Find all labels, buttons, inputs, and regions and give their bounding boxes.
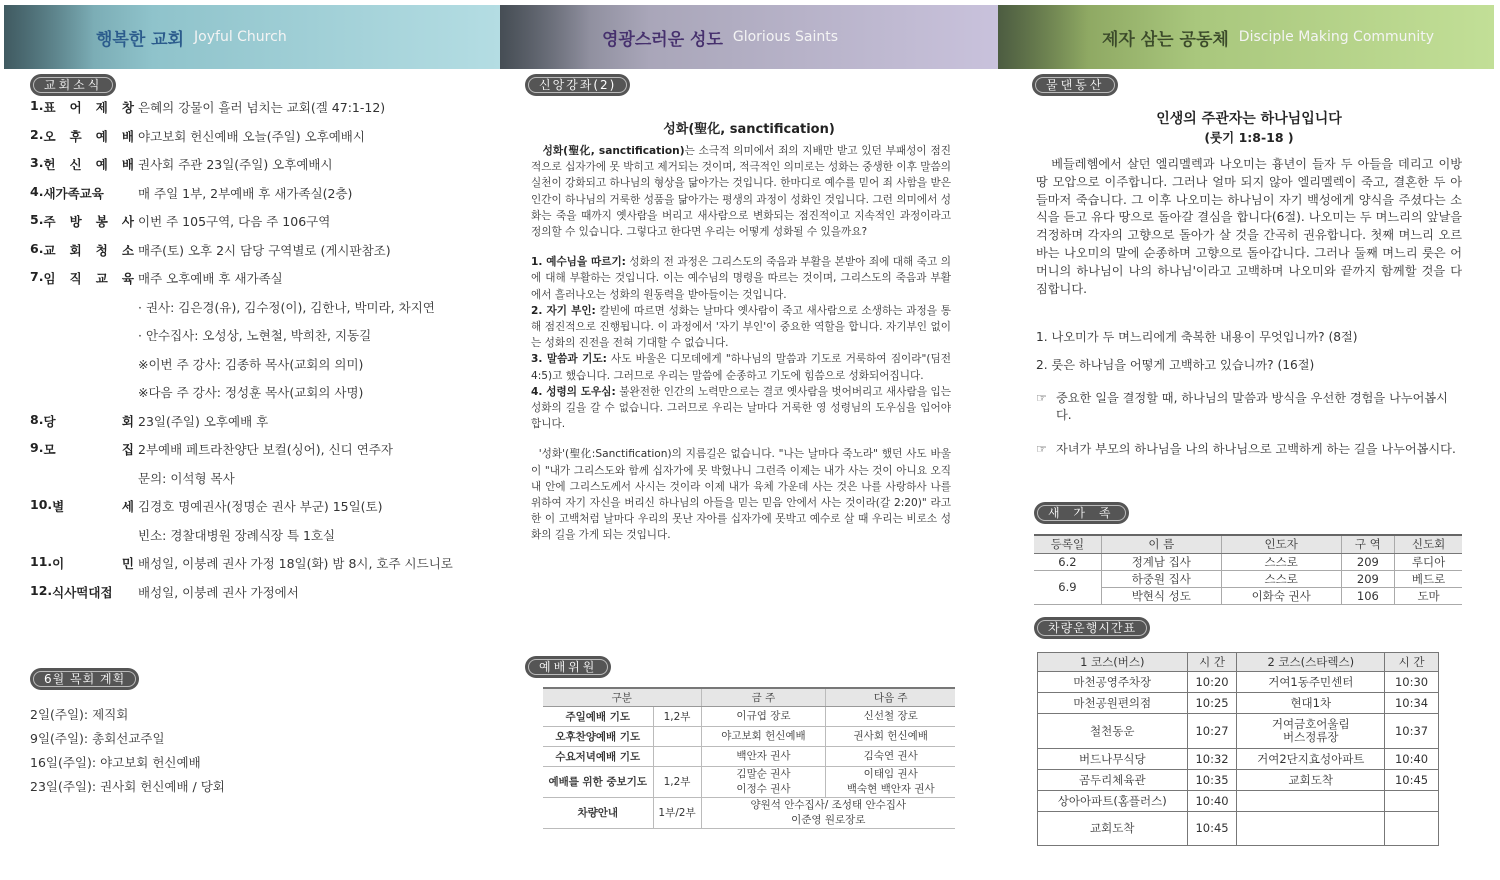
news-item-number: 9.	[30, 440, 44, 455]
worship-role: 예배를 위한 중보기도	[543, 766, 653, 797]
bus-tag: 차량운행시간표	[1034, 617, 1150, 639]
table-row	[1034, 553, 1462, 570]
table-row	[543, 726, 955, 746]
lecture-tag: 신앙강좌(2)	[525, 74, 630, 96]
bible-question: 2. 룻은 하나님을 어떻게 고백하고 있습니까? (16절)	[1036, 358, 1315, 372]
newfamily-name: 하중원 집사	[1101, 570, 1221, 587]
news-sub-line: · 안수집사: 오성상, 노현철, 박희찬, 지동길	[138, 328, 372, 343]
worship-this-week: 김말순 권사 이정수 권사	[701, 766, 826, 797]
header-title-ko: 영광스러운 성도	[602, 29, 723, 50]
worship-next-week: 신선철 장로	[826, 706, 955, 726]
news-item-label	[30, 440, 138, 458]
bus-header: 1 코스(버스)	[1038, 653, 1188, 672]
worship-part: 1부/2부	[653, 797, 701, 828]
news-item-title: 주 방 봉 사	[43, 214, 134, 229]
news-item-number: 2.	[30, 126, 44, 142]
news-item-text: 야고보회 헌신예배 오늘(주일) 오후예배시	[138, 128, 365, 144]
pointing-hand-icon: ☞	[1036, 442, 1047, 456]
table-row	[1038, 749, 1439, 770]
bus-course2-stop: 교회도착	[1237, 770, 1385, 791]
bus-course2-stop	[1237, 812, 1385, 846]
newfamily-guide: 스스로	[1221, 570, 1341, 587]
header-title-en: Glorious Saints	[732, 29, 839, 45]
worship-next-week: 이태임 권사 백숙현 백안자 권사	[826, 766, 955, 797]
table-row	[543, 706, 955, 726]
news-item	[30, 241, 490, 270]
bus-course1-stop: 교회도착	[1038, 812, 1188, 846]
news-item	[30, 412, 490, 441]
bus-course2-stop: 거여금호어울림 버스정류장	[1237, 714, 1385, 749]
bus-course1-time: 10:27	[1187, 714, 1237, 749]
news-item-text: 23일(주일) 오후예배 후	[138, 413, 269, 429]
news-item-number: 10.	[30, 497, 53, 512]
news-item-label	[30, 155, 138, 173]
news-item-label	[30, 412, 138, 430]
worship-this-week: 야고보회 헌신예배	[701, 726, 826, 746]
newfamily-zone: 209	[1341, 553, 1395, 570]
worship-next-week: 김숙연 권사	[826, 746, 955, 766]
bible-note	[1036, 441, 1462, 458]
news-item-number: 8.	[30, 411, 44, 427]
news-item-number: 3.	[30, 155, 44, 170]
news-item	[30, 583, 490, 612]
newfamily-header: 등록일	[1034, 535, 1101, 553]
lecture-closing	[531, 446, 951, 543]
bus-course1-stop: 곰두리체육관	[1038, 770, 1188, 791]
lecture-body	[531, 143, 951, 544]
pointing-hand-icon: ☞	[1036, 391, 1047, 405]
newfamily-header: 구 역	[1341, 535, 1395, 553]
plan-item: 16일(주일): 야고보회 헌신예배	[30, 755, 201, 770]
news-sub-line: · 권사: 김은경(유), 김수정(이), 김한나, 박미라, 차지연	[138, 299, 435, 315]
bus-course1-time: 10:35	[1187, 770, 1237, 791]
bus-course1-time: 10:32	[1187, 749, 1237, 770]
lecture-point	[531, 351, 951, 383]
newfamily-date: 6.9	[1034, 570, 1101, 604]
news-item-title: 교 회 청 소	[43, 242, 134, 258]
worship-role: 주일예배 기도	[543, 706, 653, 726]
table-row	[1038, 714, 1439, 749]
plan-item: 2일(주일): 제직회	[30, 707, 129, 722]
news-sub-line: 빈소: 경찰대병원 장례식장 특 1호실	[138, 527, 336, 543]
news-item-text: 권사회 주관 23일(주일) 오후예배시	[138, 157, 333, 172]
news-item-label	[30, 184, 138, 202]
header-title-ko: 행복한 교회	[96, 29, 185, 50]
news-item-label	[30, 241, 138, 259]
news-item-number: 7.	[30, 269, 44, 284]
bus-course1-stop: 철천동운	[1038, 714, 1188, 749]
worship-role: 차량안내	[543, 797, 653, 828]
news-item	[30, 184, 490, 213]
news-item-number: 12.	[30, 582, 53, 598]
bus-course2-time	[1385, 812, 1439, 846]
news-item-label	[30, 497, 138, 515]
lecture-point-text: 불완전한 인간의 노력만으로는 결코 옛사람을 벗어버리고 새사람을 입는 성화의 길을 갈 수 없습니다. 그러므로 우리는 날마다 거룩한 영 성령님의 도우심을 입어야 합니다.	[531, 385, 951, 431]
bus-header: 2 코스(스타렉스)	[1237, 653, 1385, 672]
bus-course2-stop	[1237, 791, 1385, 812]
newfamily-name: 박현식 성도	[1101, 587, 1221, 604]
bus-course2-time: 10:34	[1385, 693, 1439, 714]
bus-course1-stop: 버드나무식당	[1038, 749, 1188, 770]
table-row	[1038, 770, 1439, 791]
table-row	[1034, 570, 1462, 587]
bible-note	[1036, 390, 1462, 424]
newfamily-header: 인도자	[1221, 535, 1341, 553]
table-row	[1038, 672, 1439, 693]
bible-note-text: 중요한 일을 결정할 때, 하나님의 말씀과 방식을 우선한 경험을 나누어봅시다.	[1056, 391, 1448, 422]
bus-course1-time: 10:40	[1187, 791, 1237, 812]
header-photo	[500, 5, 590, 69]
table-row	[1038, 693, 1439, 714]
worship-role: 오후찬양예배 기도	[543, 726, 653, 746]
bible-title: 인생의 주관자는 하나님입니다	[1156, 111, 1342, 127]
news-item-text: 2부예배 페트라찬양단 보컬(싱어), 신디 연주자	[138, 442, 393, 457]
worship-table	[543, 687, 955, 829]
news-item-text: 배성일, 이붕례 권사 가정에서	[138, 584, 299, 600]
news-item-number: 5.	[30, 212, 44, 227]
news-item-title: 이 민	[52, 556, 134, 571]
lecture-closing-text: '성화'(聖化:Sanctification)의 지름길은 없습니다. "나는 날마다 죽노라" 했던 사도 바울이 "내가 그리스도와 함께 십자가에 못 박혔나니 그런즉 이제는 내가 사는 것이 아니요 오직 내 안에 그리스도께서 사시는 것이라 이제 내가 육체 가운데 사는 것은 나를 사랑하사 나를 위하여 자기 자신을 버리신 하나님의 아들을 믿는 믿음 안에서 사는 것이라(갈 2:20)" 라고 한 이 고백처럼 날마다 우리의 못난 자아를 십자가에 못박고 예수로 살 때 우리는 비로소 성화의 길을 가게 되는 것입니다.	[531, 448, 951, 542]
lecture-intro-term: 성화(聖化, sanctification)	[542, 145, 685, 157]
bus-course1-stop: 마천공영주차장	[1038, 672, 1188, 693]
news-item-title: 식사떡대접	[52, 584, 113, 600]
news-item	[30, 212, 490, 241]
worship-this-week: 이규엽 장로	[701, 706, 826, 726]
news-item-title: 새가족교육	[43, 185, 104, 201]
bus-schedule-table	[1037, 652, 1439, 846]
news-item-text: 매주 오후예배 후 새가족실	[138, 271, 283, 286]
newfamily-group: 루디아	[1395, 553, 1462, 570]
news-item	[30, 269, 490, 298]
news-item-text: 매 주일 1부, 2부예배 후 새가족실(2층)	[138, 185, 353, 201]
header-title-ko: 제자 삼는 공동체	[1102, 29, 1229, 50]
lecture-intro-text: 는 소극적 의미에서 죄의 지배만 받고 있던 부패성이 점진적으로 십자가에 못 박히고 제거되는 것이며, 적극적인 의미로는 성화는 중생한 이후 말씀의 실천이 강화되고 하나님의 형상을 닮아가는 것입니다. 한마디로 예수를 믿어 죄 사함을 받은 인간이 하나님의 거룩한 성품을 닮아가는 평생의 과정이 성화인 것입니다. 그런 의미에서 성화는 죽을 때까지 옛사람을 버리고 새사람으로 변화되는 점진적이고 지속적인 과정이라고 정의할 수 있습니다. 그렇다고 한다면 우리는 어떻게 성화될 수 있을까요?	[531, 145, 951, 239]
news-item-title: 표 어 제 창	[43, 100, 134, 115]
news-item-label	[30, 98, 138, 116]
worship-header: 금 주	[701, 688, 826, 706]
lecture-point	[531, 384, 951, 433]
table-row	[543, 797, 955, 828]
bible-reference: (룻기 1:8-18 )	[1204, 130, 1294, 145]
news-item-title: 오 후 예 배	[43, 128, 134, 144]
worship-next-week: 권사회 헌신예배	[826, 726, 955, 746]
worship-header: 다음 주	[826, 688, 955, 706]
news-item-text: 이번 주 105구역, 다음 주 106구역	[138, 214, 331, 229]
bus-course1-time: 10:45	[1187, 812, 1237, 846]
bible-body	[1036, 156, 1462, 298]
bus-header: 시 간	[1187, 653, 1237, 672]
bus-course2-time: 10:30	[1385, 672, 1439, 693]
news-item-number: 6.	[30, 240, 44, 256]
news-item	[30, 497, 490, 526]
news-item-label	[30, 583, 138, 601]
bus-course2-stop: 현대1차	[1237, 693, 1385, 714]
header-disciple-making	[998, 5, 1494, 69]
bible-tag: 물댄동산	[1032, 74, 1118, 96]
lecture-point-text: 성화의 전 과정은 그리스도의 죽음과 부활을 본받아 죄에 대해 죽고 의에 대해 부활하는 것입니다. 이는 예수님의 명령을 따르는 것이며, 그리스도의 죽음과 부활에서 흘러나오는 성화의 원동력을 받아들이는 것입니다.	[531, 256, 951, 301]
header-title-en: Joyful Church	[194, 29, 287, 45]
news-item	[30, 98, 490, 127]
table-row	[1038, 791, 1439, 812]
newfamily-group: 베드로	[1395, 570, 1462, 587]
plan-list	[30, 703, 225, 799]
table-row	[1038, 812, 1439, 846]
news-item-title: 별 세	[52, 499, 134, 514]
newfamily-tag: 새 가 족	[1034, 502, 1129, 524]
news-item-text: 매주(토) 오후 2시 담당 구역별로 (게시판참조)	[138, 242, 391, 258]
newfamily-group: 도마	[1395, 587, 1462, 604]
bible-question: 1. 나오미가 두 며느리에게 축복한 내용이 무엇입니까? (8절)	[1036, 330, 1358, 344]
newfamily-header: 신도회	[1395, 535, 1462, 553]
bus-course2-time: 10:40	[1385, 749, 1439, 770]
bus-course1-time: 10:20	[1187, 672, 1237, 693]
news-item-title: 헌 신 예 배	[43, 157, 134, 172]
bus-header: 시 간	[1385, 653, 1439, 672]
bible-body-text: 베들레헴에서 살던 엘리멜렉과 나오미는 흉년이 들자 두 아들을 데리고 이방 땅 모압으로 이주합니다. 그러나 얼마 되지 않아 엘리멜렉이 죽고, 결혼한 두 아들마저 죽습니다. 그 이후 나오미는 하나님이 자기 백성에게 양식을 주셨다는 소식을 듣고 유다 땅으로 돌아갈 결심을 합니다(6절). 나오미는 두 며느리의 앞날을 걱정하며 각자의 고향으로 돌아가 살 것을 간곡히 권유합니다. 첫째 며느리 오르바는 나오미의 말에 순종하며 고향으로 돌아갑니다. 그러나 둘째 며느리 룻은 어머니의 하나님이 나의 하나님'이라고 고백하며 나오미와 끝까지 함께할 것을 다짐합니다.	[1036, 157, 1462, 296]
newfamily-guide: 이화숙 권사	[1221, 587, 1341, 604]
lecture-point-text: 칼빈에 따르면 성화는 날마다 옛사람이 죽고 새사람으로 소생하는 과정을 통해 점진적으로 진행됩니다. 이 과정에서 '자기 부인'이 중요한 역할을 합니다. 자기부인 없이는 성화의 진전을 전혀 기대할 수 없습니다.	[531, 304, 951, 350]
header-glorious-saints	[500, 5, 998, 69]
plan-item: 9일(주일): 총회선교주일	[30, 731, 165, 746]
bus-course2-stop: 거여1동주민센터	[1237, 672, 1385, 693]
header-photo	[4, 5, 94, 69]
worship-part: 1,2부	[653, 766, 701, 797]
news-item-label	[30, 212, 138, 230]
worship-this-week: 백안자 권사	[701, 746, 826, 766]
table-row	[543, 746, 955, 766]
news-item-title: 임 직 교 육	[43, 271, 134, 286]
news-item	[30, 440, 490, 469]
newfamily-date: 6.2	[1034, 553, 1101, 570]
worship-role: 수요저녁예배 기도	[543, 746, 653, 766]
news-sub-line: 문의: 이석형 목사	[138, 470, 235, 486]
news-tag: 교회소식	[30, 74, 116, 96]
worship-merged: 양원석 안수집사/ 조성태 안수집사 이준영 원로장로	[701, 797, 955, 828]
news-item-label	[30, 554, 138, 572]
news-list	[30, 98, 490, 611]
lecture-point	[531, 303, 951, 352]
plan-item: 23일(주일): 권사회 헌신예배 / 당회	[30, 779, 225, 794]
newfamily-guide: 스스로	[1221, 553, 1341, 570]
newfamily-zone: 209	[1341, 570, 1395, 587]
bus-course2-time: 10:45	[1385, 770, 1439, 791]
header-photo	[998, 5, 1088, 69]
bible-note-text: 자녀가 부모의 하나님을 나의 하나님으로 고백하게 하는 길을 나누어봅시다.	[1056, 442, 1456, 456]
bus-course2-time: 10:37	[1385, 714, 1439, 749]
news-item-number: 11.	[30, 554, 53, 569]
lecture-intro	[531, 143, 951, 240]
news-item-number: 1.	[30, 98, 44, 113]
news-sub-line: ※다음 주 강사: 정성훈 목사(교회의 사명)	[138, 385, 364, 400]
worship-part: 1,2부	[653, 706, 701, 726]
newfamily-table	[1034, 534, 1462, 605]
news-item-label	[30, 269, 138, 287]
bus-course1-stop: 마천공원편의점	[1038, 693, 1188, 714]
worship-header: 구분	[543, 688, 701, 706]
news-item-number: 4.	[30, 183, 44, 199]
news-item-text: 김경호 명예권사(정명순 권사 부군) 15일(토)	[138, 499, 383, 514]
bus-course1-time: 10:25	[1187, 693, 1237, 714]
news-item	[30, 554, 490, 583]
news-item-title: 모 집	[43, 442, 134, 457]
lecture-point-title: 2. 자기 부인:	[531, 304, 596, 317]
news-item-text: 배성일, 이붕례 권사 가정 18일(화) 밤 8시, 호주 시드니로	[138, 556, 453, 571]
newfamily-zone: 106	[1341, 587, 1395, 604]
header-joyful-church	[4, 5, 500, 69]
lecture-point-title: 1. 예수님을 따르기:	[531, 256, 626, 269]
bus-course2-stop: 거여2단지효성아파트	[1237, 749, 1385, 770]
news-item-title: 당 회	[43, 413, 134, 429]
lecture-point-title: 3. 말씀과 기도:	[531, 353, 607, 366]
lecture-point-text: 사도 바울은 디모데에게 "하나님의 말씀과 기도로 거룩하여 짐이라"(딤전 4:5)고 했습니다. 그러므로 우리는 말씀에 순종하고 기도에 힘씀으로 성화되어집니다.	[531, 353, 951, 382]
plan-tag: 6월 목회 계획	[30, 668, 139, 690]
newfamily-name: 정계남 집사	[1101, 553, 1221, 570]
news-item-text: 은혜의 강물이 흘러 넘치는 교회(겔 47:1-12)	[138, 100, 386, 115]
worship-part	[653, 746, 701, 766]
lecture-point-title: 4. 성령의 도우심:	[531, 385, 616, 398]
newfamily-header: 이 름	[1101, 535, 1221, 553]
news-item	[30, 155, 490, 184]
table-row	[543, 766, 955, 797]
news-item-label	[30, 127, 138, 145]
worship-tag: 예배위원	[525, 656, 611, 678]
worship-part	[653, 726, 701, 746]
news-item	[30, 127, 490, 156]
news-sub-line: ※이번 주 강사: 김종하 목사(교회의 의미)	[138, 356, 364, 372]
lecture-title: 성화(聖化, sanctification)	[663, 122, 835, 137]
bus-course2-time	[1385, 791, 1439, 812]
lecture-point	[531, 254, 951, 303]
bus-course1-stop: 상아아파트(홈플러스)	[1038, 791, 1188, 812]
header-title-en: Disciple Making Community	[1238, 29, 1435, 45]
